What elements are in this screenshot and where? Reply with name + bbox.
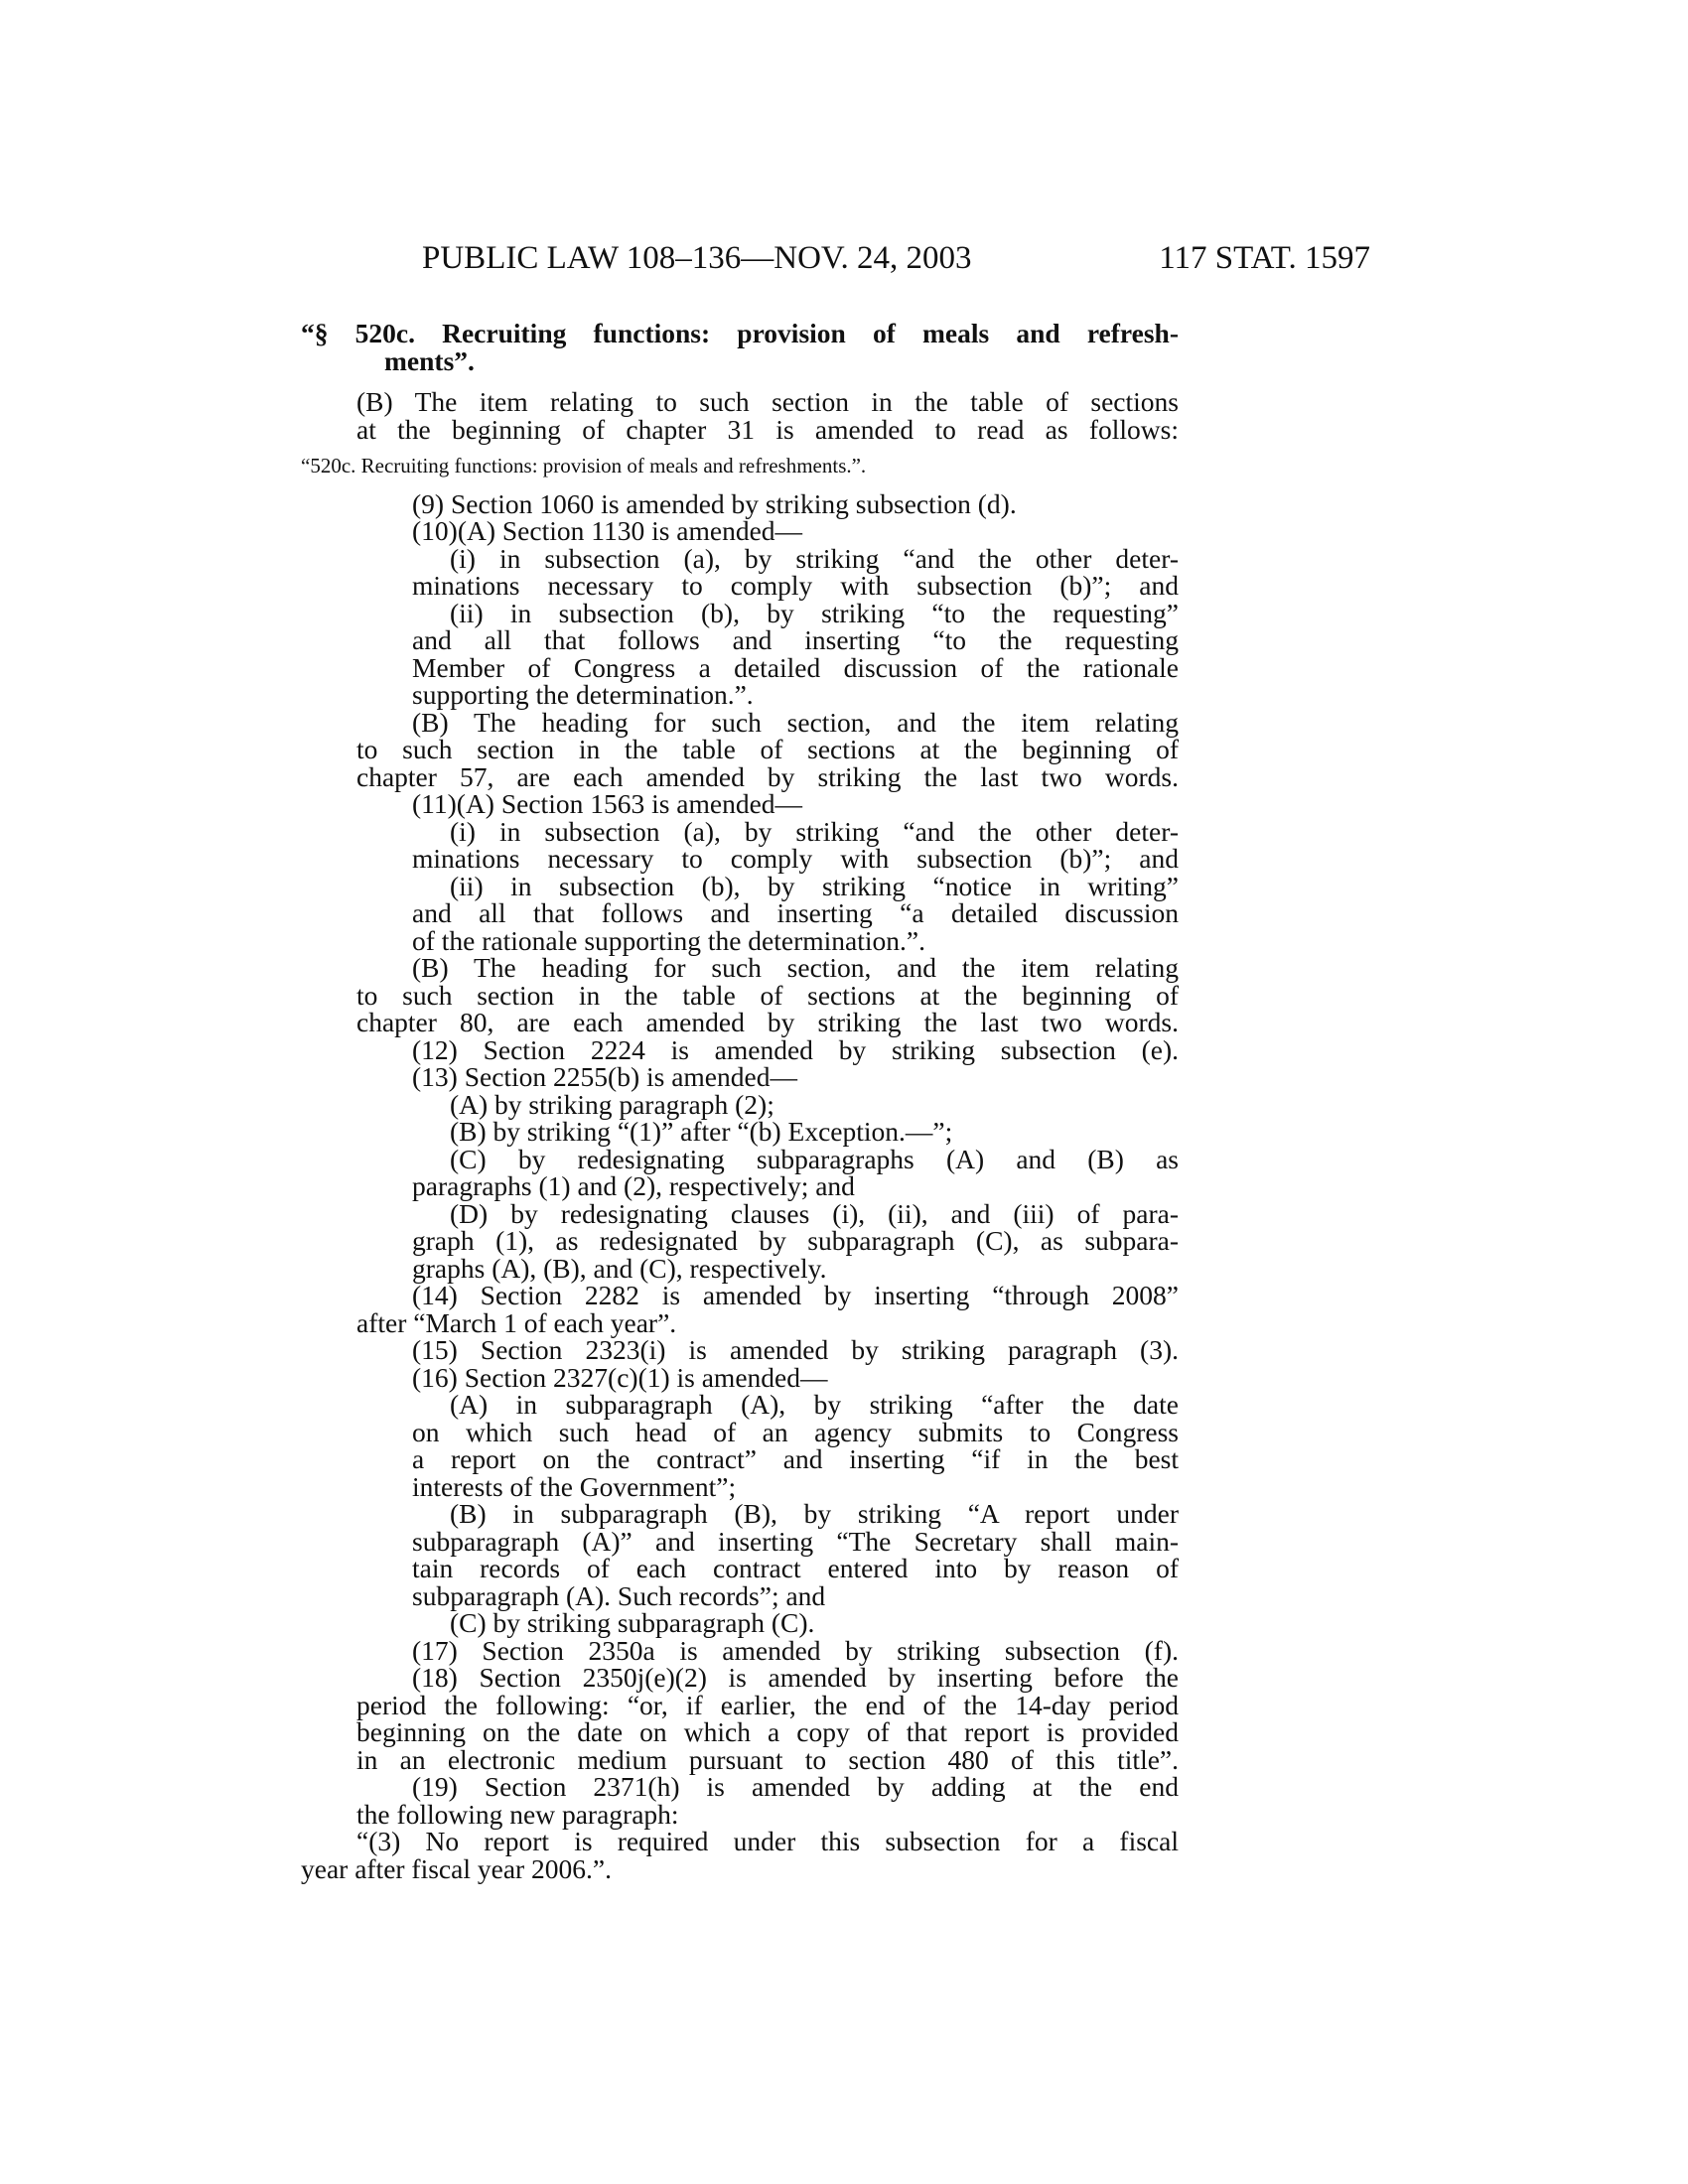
text-line: (B) by striking “(1)” after “(b) Exception.—”;	[450, 1116, 953, 1147]
text-line: (11)(A) Section 1563 is amended—	[412, 788, 803, 819]
text-line: and all that follows and inserting “to the requesting	[412, 624, 1179, 655]
text-line: (B) in subparagraph (B), by striking “A report under	[450, 1498, 1179, 1529]
section-heading-line: ments”.	[384, 344, 475, 376]
text-line: interests of the Government”;	[412, 1470, 737, 1502]
text-line: (9) Section 1060 is amended by striking subsection (d).	[412, 487, 1017, 519]
text-line: (i) in subsection (a), by striking “and the other deter-	[450, 815, 1179, 847]
text-line: (i) in subsection (a), by striking “and the other deter-	[450, 542, 1179, 574]
text-line: (17) Section 2350a is amended by striking subsection (f).	[412, 1634, 1179, 1666]
text-line: year after fiscal year 2006.”.	[301, 1852, 613, 1884]
text-line: (15) Section 2323(i) is amended by striking paragraph (3).	[412, 1334, 1179, 1365]
text-line: minations necessary to comply with subsection (b)”; and	[412, 570, 1179, 601]
text-line: (B) The heading for such section, and the item relating	[412, 952, 1179, 983]
text-line: supporting the determination.”.	[412, 679, 754, 710]
text-line: (12) Section 2224 is amended by striking subsection (e).	[412, 1033, 1179, 1065]
text-line: (19) Section 2371(h) is amended by adding at the end	[412, 1771, 1179, 1802]
text-line: (C) by striking subparagraph (C).	[450, 1607, 815, 1638]
text-line: (A) by striking paragraph (2);	[450, 1088, 774, 1120]
text-line: chapter 80, are each amended by striking the last two words.	[356, 1007, 1179, 1037]
text-line: “(3) No report is required under this subsection for a fiscal	[356, 1826, 1179, 1856]
text-line: and all that follows and inserting “a detailed discussion	[412, 897, 1179, 928]
table-of-sections-entry: “520c. Recruiting functions: provision of meals and refreshments.”.	[301, 454, 867, 478]
text-line: (ii) in subsection (b), by striking “to the requesting”	[450, 597, 1179, 628]
text-line: (D) by redesignating clauses (i), (ii), and (iii) of para-	[450, 1197, 1179, 1229]
text-line: (13) Section 2255(b) is amended—	[412, 1061, 797, 1092]
section-heading-line: “§ 520c. Recruiting functions: provision of meals and refresh-	[301, 318, 1179, 348]
text-line: the following new paragraph:	[356, 1798, 679, 1830]
text-line: Member of Congress a detailed discussion of the rationale	[412, 651, 1179, 683]
text-line: (18) Section 2350j(e)(2) is amended by inserting before the	[412, 1662, 1179, 1693]
text-line: at the beginning of chapter 31 is amended to read as follows:	[356, 413, 1179, 445]
text-line: subparagraph (A)” and inserting “The Secretary shall main-	[412, 1525, 1179, 1557]
text-line: (C) by redesignating subparagraphs (A) and (B) as	[450, 1143, 1179, 1174]
text-line: (10)(A) Section 1130 is amended—	[412, 515, 803, 546]
text-line: a report on the contract” and inserting “if in the best	[412, 1443, 1179, 1474]
text-line: graphs (A), (B), and (C), respectively.	[412, 1252, 827, 1284]
text-line: beginning on the date on which a copy of that report is provided	[356, 1716, 1179, 1747]
text-line: to such section in the table of sections at the beginning of	[356, 734, 1179, 764]
text-line: (ii) in subsection (b), by striking “notice in writing”	[450, 870, 1179, 901]
text-line: (B) The heading for such section, and the item relating	[412, 706, 1179, 738]
text-line: period the following: “or, if earlier, the end of the 14-day period	[356, 1689, 1179, 1720]
text-line: paragraphs (1) and (2), respectively; and	[412, 1170, 855, 1201]
text-line: graph (1), as redesignated by subparagraph (C), as subpara-	[412, 1225, 1179, 1256]
text-line: to such section in the table of sections at the beginning of	[356, 979, 1179, 1011]
text-line: (B) The item relating to such section in the table of sections	[356, 386, 1179, 417]
page-header	[422, 238, 1370, 278]
text-line: on which such head of an agency submits to Congress	[412, 1416, 1179, 1447]
text-line: after “March 1 of each year”.	[356, 1306, 677, 1338]
text-line: tain records of each contract entered into by reason of	[412, 1553, 1179, 1583]
text-line: in an electronic medium pursuant to section 480 of this title”.	[356, 1743, 1179, 1775]
document-body	[301, 320, 1179, 1882]
text-line: (A) in subparagraph (A), by striking “after the date	[450, 1389, 1179, 1420]
text-line: (16) Section 2327(c)(1) is amended—	[412, 1361, 828, 1393]
text-line: chapter 57, are each amended by striking the last two words.	[356, 760, 1179, 792]
stat-page-number: 117 STAT. 1597	[1159, 240, 1370, 276]
text-line: subparagraph (A). Such records”; and	[412, 1579, 826, 1611]
text-line: (14) Section 2282 is amended by inserting “through 2008”	[412, 1280, 1179, 1310]
text-line: of the rationale supporting the determination.”.	[412, 924, 925, 956]
public-law-citation: PUBLIC LAW 108–136—NOV. 24, 2003	[422, 240, 972, 276]
text-line: minations necessary to comply with subsection (b)”; and	[412, 843, 1179, 874]
